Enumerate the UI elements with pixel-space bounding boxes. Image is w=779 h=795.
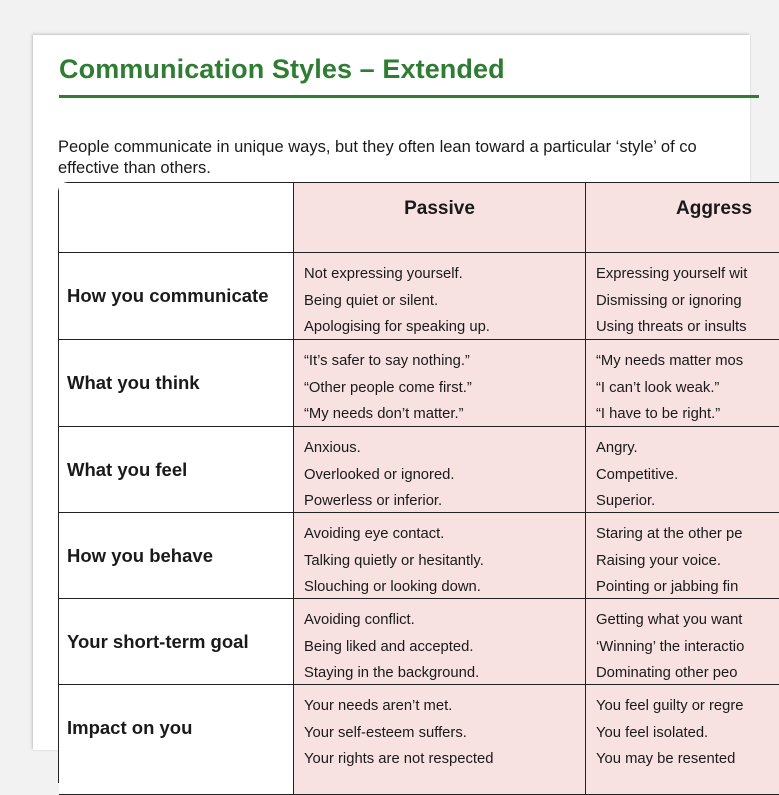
cell-line: Anxious. [304,440,361,456]
aggressive-cell [586,513,779,599]
row-label-cell [59,685,294,795]
cell-line: Competitive. [596,466,679,483]
cell-line: Powerless or inferior. [304,493,443,509]
row-label: What you think [67,372,200,393]
header-cell-passive: Passive [294,183,586,253]
passive-cell [294,340,586,427]
worksheet-page [33,35,753,767]
cell-line: “I have to be right.” [596,406,721,422]
cell-line: Avoiding eye contact. [304,526,445,542]
cell-line: “Other people come first.” [304,379,472,396]
cell-line: ‘Winning’ the interactio [596,638,745,655]
table-row [59,427,779,513]
cell-line: Pointing or jabbing fin [596,579,739,595]
table-row [59,340,779,427]
aggressive-cell [586,340,779,427]
page-title: Communication Styles – Extended [59,54,505,84]
cell-line: Your needs aren’t met. [304,698,453,714]
cell-line: Avoiding conflict. [304,612,415,628]
cell-line: You may be resented [596,751,736,767]
aggressive-cell [586,599,779,685]
cell-line: Not expressing yourself. [304,266,463,282]
cell-line: “It’s safer to say nothing.” [304,353,470,369]
header-cell-empty [59,183,294,253]
cell-line: Apologising for speaking up. [304,319,490,335]
cell-line: Staying in the background. [304,665,480,681]
row-label-cell [59,253,294,340]
cell-line: Your rights are not respected [304,751,494,767]
intro-line: People communicate in unique ways, but they often lean toward a particular ‘style’ of co [58,137,697,156]
comparison-table [58,182,779,783]
row-label: How you behave [67,544,213,566]
row-label: How you communicate [67,285,269,306]
cell-line: Being liked and accepted. [304,638,474,655]
cell-line: Angry. [596,440,638,456]
cell-line: Expressing yourself wit [596,266,748,282]
header-cell-aggressive: Aggress [586,183,779,253]
cell-line: “I can’t look weak.” [596,379,720,396]
table-header-row [59,183,779,253]
intro-line: effective than others. [58,159,211,177]
cell-line: “My needs matter mos [596,353,744,369]
row-label-cell [59,427,294,513]
row-label-cell [59,340,294,427]
cell-line: Raising your voice. [596,552,722,569]
cell-line: Dominating other peo [596,665,738,681]
cell-line: Staring at the other pe [596,526,743,542]
intro-paragraph [58,137,778,180]
table-row [59,685,779,795]
row-label: Your short-term goal [67,630,249,652]
table-row [59,599,779,685]
aggressive-cell [586,253,779,340]
row-label: Impact on you [67,717,193,738]
cell-line: Using threats or insults [596,319,747,335]
cell-line: Talking quietly or hesitantly. [304,552,484,569]
passive-cell [294,685,586,795]
aggressive-cell [586,685,779,795]
passive-cell [294,427,586,513]
cell-line: Dismissing or ignoring [596,292,742,309]
cell-line: You feel guilty or regre [596,698,744,714]
cell-line: Getting what you want [596,612,743,628]
cell-line: Being quiet or silent. [304,292,439,309]
cell-line: Superior. [596,493,656,509]
cell-line: Your self-esteem suffers. [304,724,467,741]
cell-line: You feel isolated. [596,724,709,741]
title-underline [59,95,759,98]
aggressive-cell [586,427,779,513]
row-label-cell [59,599,294,685]
passive-cell [294,513,586,599]
row-label: What you feel [67,458,188,480]
passive-cell [294,599,586,685]
passive-cell [294,253,586,340]
cell-line: Slouching or looking down. [304,579,481,595]
table-row [59,513,779,599]
table-row [59,253,779,340]
row-label-cell [59,513,294,599]
cell-line: Overlooked or ignored. [304,466,455,483]
cell-line: “My needs don’t matter.” [304,406,464,422]
